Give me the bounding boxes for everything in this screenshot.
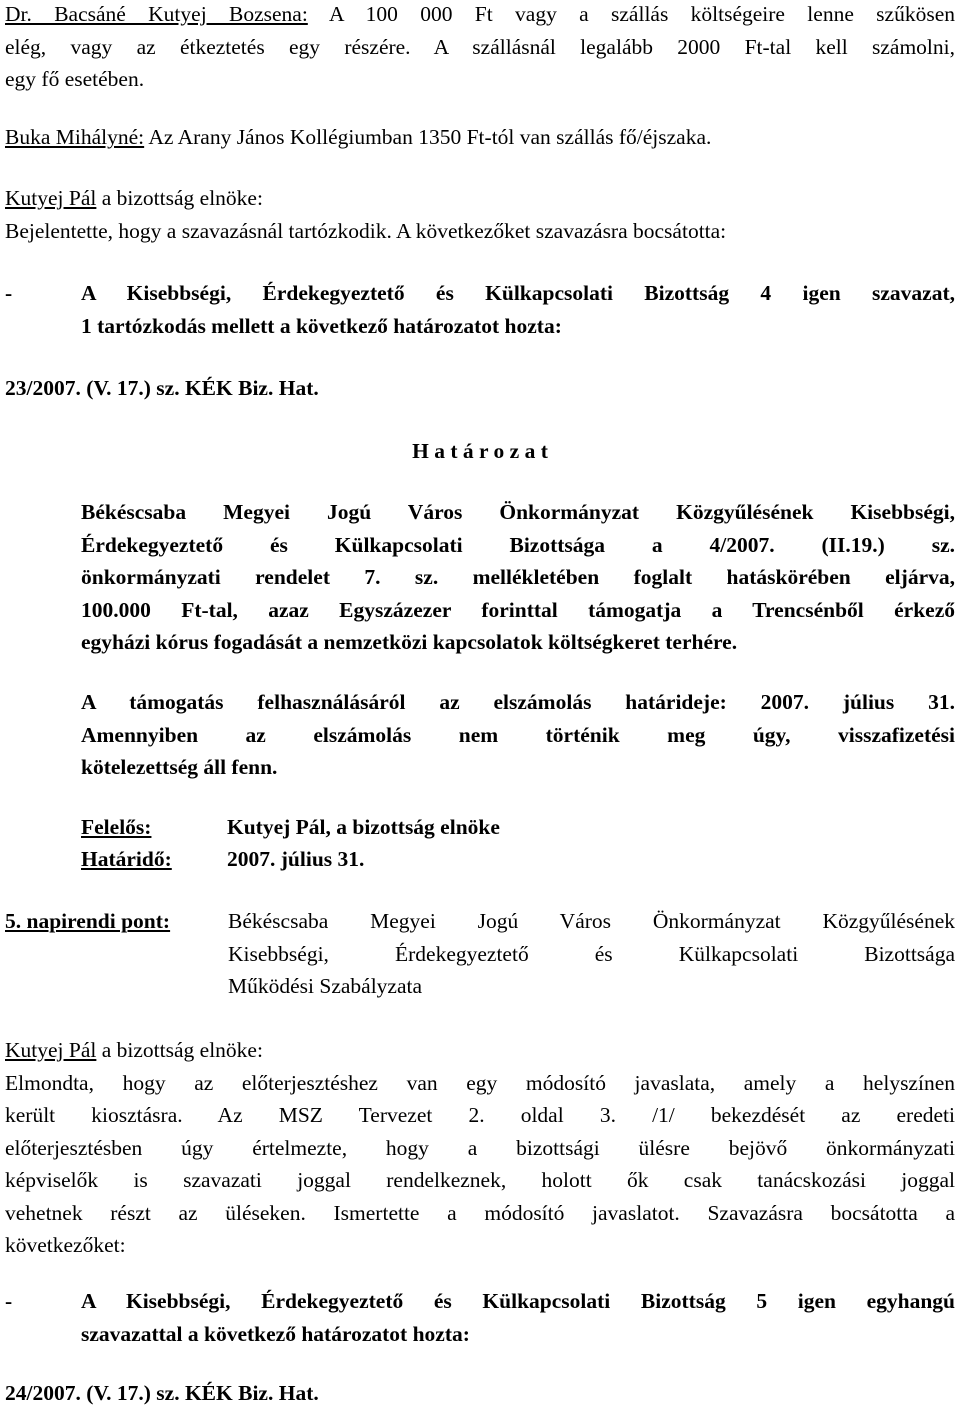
paragraph-line: Buka Mihályné: Az Arany János Kollégiumban 1350 Ft-tól van szállás fő/éjszaka.: [5, 125, 712, 149]
paragraph-line: egy fő esetében.: [5, 67, 145, 91]
resolution-line: kötelezettség áll fenn.: [81, 755, 278, 779]
speaker-name: Kutyej Pál: [5, 186, 97, 210]
responsible-value: Kutyej Pál, a bizottság elnöke: [227, 815, 500, 839]
speaker-name: Buka Mihályné:: [5, 125, 145, 149]
paragraph-line: Bejelentette, hogy a szavazásnál tartózkodik. A következőket szavazásra bocsátotta:: [5, 218, 727, 243]
vote-line: A Kisebbségi, Érdekegyeztető és Külkapcsolati Bizottság 5 igen egyhangú: [81, 1289, 955, 1313]
vote-statement-1: [81, 277, 955, 342]
paragraph-line: vehetnek részt az üléseken. Ismertette a módosító javaslatot. Szavazásra bocsátotta a: [5, 1200, 955, 1225]
resolution-number: 24/2007. (V. 17.) sz. KÉK Biz. Hat.: [5, 1381, 319, 1405]
paragraph-line: képviselők is szavazati joggal rendelkeznek, holott ők csak tanácskozási joggal: [5, 1168, 955, 1192]
agenda-line: Békéscsaba Megyei Jogú Város Önkormányzat Közgyűlésének: [228, 909, 955, 933]
resolution-line: Amennyiben az elszámolás nem történik meg úgy, visszafizetési: [81, 722, 955, 747]
paragraph-line: Elmondta, hogy az előterjesztéshez van egy módosító javaslata, amely a helyszínen: [5, 1070, 955, 1095]
paragraph-kutyej-2: [5, 1034, 955, 1262]
speaker-line: Kutyej Pál a bizottság elnöke:: [5, 186, 263, 210]
paragraph-line: Dr. Bacsáné Kutyej Bozsena: A 100 000 Ft vagy a szállás költségeire lenne szűkösen: [5, 2, 956, 26]
list-dash: -: [5, 1289, 13, 1313]
agenda-label: 5. napirendi pont:: [5, 909, 171, 933]
resolution-heading: H a t á r o z a t: [412, 439, 548, 463]
vote-line: szavazattal a következő határozatot hozta:: [81, 1321, 470, 1346]
deadline-value: 2007. július 31.: [227, 847, 365, 871]
resolution-line: A támogatás felhasználásáról az elszámolás határideje: 2007. július 31.: [81, 690, 955, 714]
responsible-label: Felelős:: [81, 815, 152, 839]
vote-line: A Kisebbségi, Érdekegyeztető és Külkapcsolati Bizottság 4 igen szavazat,: [81, 281, 955, 305]
paragraph-bacsane: [5, 0, 955, 96]
resolution-line: egyházi kórus fogadását a nemzetközi kapcsolatok költségkeret terhére.: [81, 630, 738, 654]
list-dash: -: [5, 281, 13, 305]
agenda-line: Működési Szabályzata: [228, 974, 423, 998]
speaker-name: Kutyej Pál: [5, 1038, 97, 1062]
paragraph-line: következőket:: [5, 1233, 126, 1257]
agenda-line: Kisebbségi, Érdekegyeztető és Külkapcsolati Bizottsága: [228, 941, 955, 966]
agenda-title: [228, 905, 955, 1003]
paragraph-line: elég, vagy az étkeztetés egy részére. A szállásnál legalább 2000 Ft-tal kell számolni,: [5, 34, 955, 59]
vote-line: 1 tartózkodás mellett a következő határozatot hozta:: [81, 313, 562, 338]
paragraph-line: előterjesztésben úgy értelmezte, hogy a bizottsági ülésre bejövő önkormányzati: [5, 1135, 955, 1160]
resolution-number: 23/2007. (V. 17.) sz. KÉK Biz. Hat.: [5, 376, 319, 400]
paragraph-buka: [5, 121, 955, 154]
paragraph-line: került kiosztásra. Az MSZ Tervezet 2. oldal 3. /1/ bekezdését az eredeti: [5, 1103, 955, 1127]
deadline-label: Határidő:: [81, 847, 172, 871]
resolution-line: önkormányzati rendelet 7. sz. mellékletében foglalt hatáskörében eljárva,: [81, 565, 955, 589]
vote-statement-2: [81, 1285, 955, 1350]
paragraph-kutyej-1: [5, 182, 955, 247]
resolution-body-2: [81, 686, 955, 784]
speaker-name: Dr. Bacsáné Kutyej Bozsena:: [5, 2, 308, 26]
resolution-body: [81, 496, 955, 659]
resolution-line: 100.000 Ft-tal, azaz Egyszázezer forinttal támogatja a Trencsénből érkező: [81, 597, 955, 622]
speaker-line: Kutyej Pál a bizottság elnöke:: [5, 1038, 263, 1062]
resolution-line: Békéscsaba Megyei Jogú Város Önkormányzat Közgyűlésének Kisebbségi,: [81, 500, 955, 524]
resolution-line: Érdekegyeztető és Külkapcsolati Bizottsága a 4/2007. (II.19.) sz.: [81, 532, 955, 557]
